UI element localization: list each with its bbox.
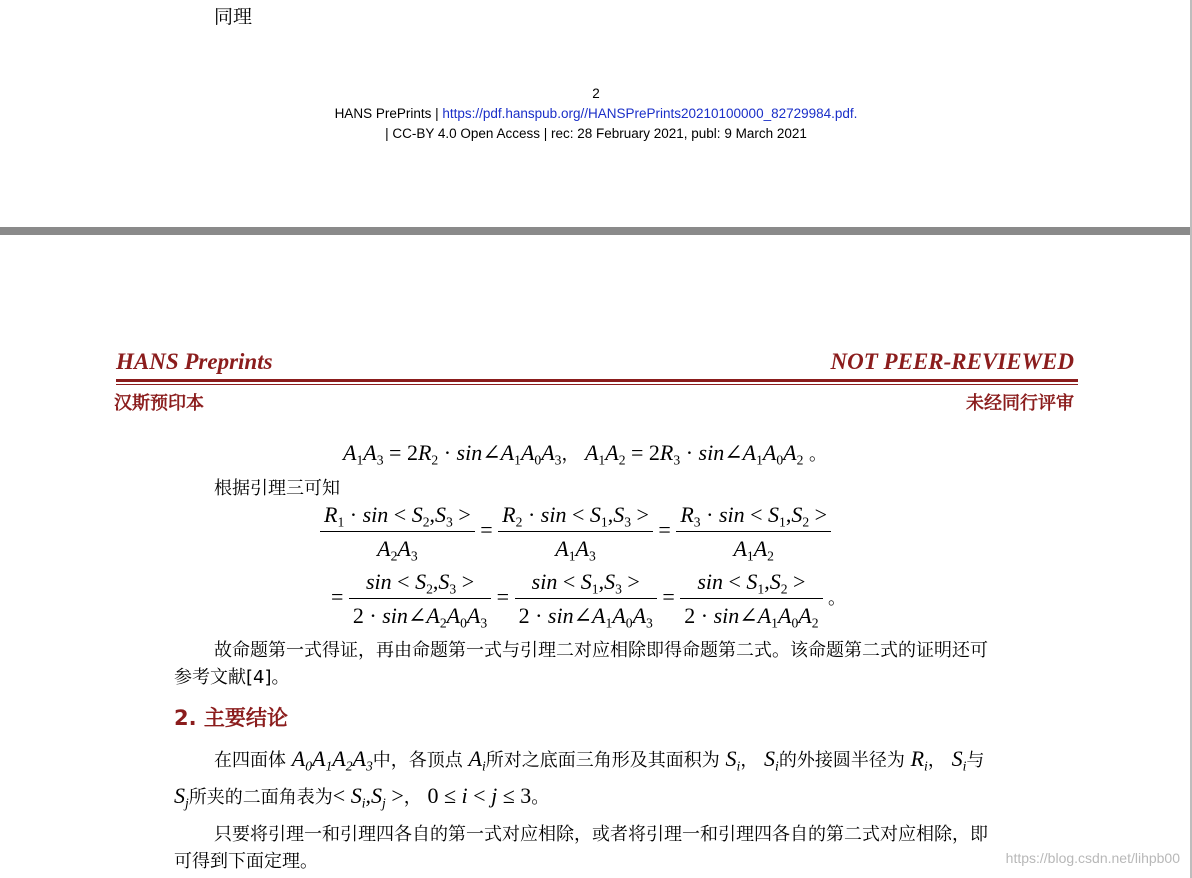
equation-sine-ratios: $\frac{R_1 \cdot \sin < S_2,S_3 >}{A_2A_3}$ = $\frac{R_2 \cdot \sin < S_1,S_3 >}{A_1A_3}$ = $\frac{R_3 \cdot \sin < S_1,S_2 >}{A_1A_2}$ <box>320 502 831 562</box>
page-separator <box>0 227 1192 235</box>
header-rule-thick <box>116 379 1078 382</box>
text-proof-reference: 参考文献[4]。 <box>174 667 290 688</box>
text-fragment: ， <box>927 750 946 771</box>
footer-prefix: HANS PrePrints | <box>334 106 443 121</box>
equation-chord-lengths: $A_1A_3 = 2R_2$ · $\sin\angle A_1A_0A_3$， $A_1A_2 = 2R_3$ · $\sin\angle A_1A_0A_2$ 。 <box>343 440 827 468</box>
text-proof-conclusion: 故命题第一式得证，再由命题第一式与引理二对应相除即得命题第二式。该命题第二式的证明还可 <box>214 640 988 661</box>
footer-license-line: | CC-BY 4.0 Open Access | rec: 28 February 2021, publ: 9 March 2021 <box>385 126 807 141</box>
text-fragment: 与 <box>966 750 985 771</box>
text-fragment: ， <box>403 787 422 808</box>
text-fragment: 的外接圆半径为 <box>778 750 905 771</box>
equation-dihedral-ratios: = $\frac{\sin < S_2,S_3 >}{2 \cdot \sin\angle A_2A_0A_3}$ = $\frac{\sin < S_1,S_3 >}{2 \cdot \sin\angle A_1A_0A_3}$ = $\frac{\sin < S_1,S_2 >}{2 \cdot \sin\angle A_1A_0A_2}$ 。 <box>331 569 847 631</box>
text-fragment: ， <box>740 750 759 771</box>
watermark: https://blog.csdn.net/lihpb00 <box>1005 850 1180 866</box>
text-fragment: 。 <box>531 787 550 808</box>
text-fragment: 中，各顶点 <box>372 750 463 771</box>
text-theorem-lead-a: 只要将引理一和引理四各自的第一式对应相除，或者将引理一和引理四各自的第二式对应相除，即 <box>214 824 988 845</box>
header-review-status: NOT PEER-REVIEWED <box>830 349 1074 374</box>
text-fragment: 所夹的二面角表为 <box>188 787 333 808</box>
pdf-link[interactable]: https://pdf.hanspub.org//HANSPrePrints20210100000_82729984.pdf. <box>442 106 858 121</box>
paragraph-tetrahedron-def: 在四面体 $A_0A_1A_2A_3$中，各顶点 $A_i$所对之底面三角形及其面积为 $S_i$， $S_i$的外接圆半径为 $R_i$， $S_i$与 <box>214 746 985 774</box>
section-title: 主要结论 <box>203 706 288 730</box>
section-heading <box>174 702 288 732</box>
text-fragment: 在四面体 <box>214 750 286 771</box>
text-fragment: 所对之底面三角形及其面积为 <box>485 750 720 771</box>
section-number: 2. <box>174 706 197 730</box>
header-journal-name: HANS Preprints <box>116 349 273 374</box>
page-footer <box>0 84 1192 144</box>
header-review-status-zh: 未经同行评审 <box>966 393 1074 414</box>
paragraph-fragment: 同理 <box>214 6 253 28</box>
text-theorem-lead-b: 可得到下面定理。 <box>174 851 318 872</box>
footer-source-line <box>0 104 1192 124</box>
header-rule-thin <box>116 384 1078 385</box>
text-lemma3-intro: 根据引理三可知 <box>214 478 340 499</box>
header-journal-name-zh: 汉斯预印本 <box>114 393 204 414</box>
paragraph-dihedral-def: $S_j$所夹的二面角表为< $S_i,S_j$ >， 0 ≤ i < j ≤ 3。 <box>174 783 550 811</box>
page-number: 2 <box>592 86 600 101</box>
